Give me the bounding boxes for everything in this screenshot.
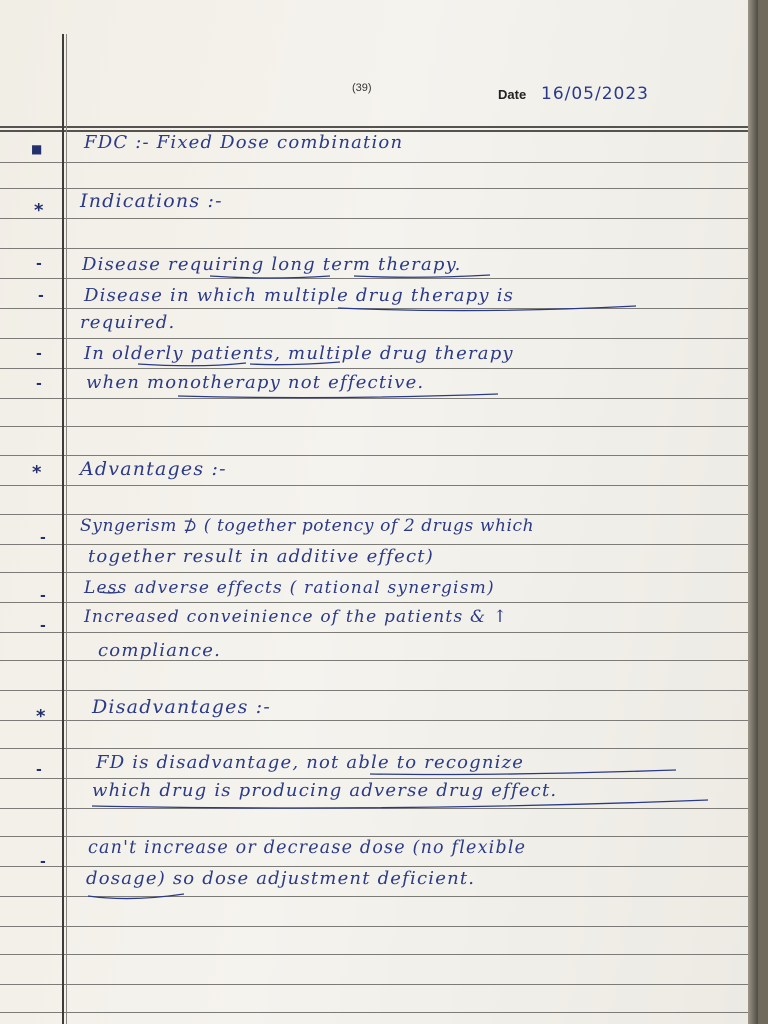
- ruled-line: [0, 926, 758, 927]
- indication-line: required.: [80, 312, 176, 333]
- disadvantages-heading: Disadvantages :-: [92, 696, 272, 718]
- dash-marker: -: [36, 346, 42, 362]
- indications-heading: Indications :-: [80, 190, 223, 212]
- ruled-line: [0, 836, 758, 837]
- advantage-line: Less adverse effects ( rational synergism): [84, 578, 495, 598]
- margin-line-secondary: [66, 34, 67, 1024]
- dash-marker: -: [40, 530, 46, 546]
- dash-marker: -: [36, 376, 42, 392]
- ruled-line: [0, 368, 758, 369]
- dash-marker: -: [36, 762, 42, 778]
- advantage-line: compliance.: [98, 640, 222, 661]
- dash-marker: -: [40, 618, 46, 634]
- ruled-line: [0, 398, 758, 399]
- ruled-line: [0, 188, 758, 189]
- dash-marker: -: [40, 588, 46, 604]
- ruled-line: [0, 954, 758, 955]
- advantages-heading: Advantages :-: [80, 458, 227, 480]
- ruled-line: [0, 632, 758, 633]
- advantage-line: Syngerism ⊅ ( together potency of 2 drugs which: [80, 516, 535, 536]
- ruled-line: [0, 690, 758, 691]
- ruled-line: [0, 455, 758, 456]
- ruled-line: [0, 1012, 758, 1013]
- star-marker: *: [32, 462, 42, 483]
- dash-marker: -: [36, 256, 42, 272]
- dash-marker: -: [38, 288, 44, 304]
- ruled-line: [0, 162, 758, 163]
- ruled-line: [0, 866, 758, 867]
- ruled-line: [0, 720, 758, 721]
- header-rule: [0, 126, 758, 128]
- date-label: Date: [498, 87, 527, 102]
- margin-line: [62, 34, 64, 1024]
- disadvantage-line: can't increase or decrease dose (no flexible: [88, 838, 527, 858]
- indication-line: when monotherapy not effective.: [86, 372, 425, 393]
- ruled-line: [0, 308, 758, 309]
- advantage-line: together result in additive effect): [88, 546, 434, 567]
- ruled-line: [0, 602, 758, 603]
- ruled-line: [0, 572, 758, 573]
- star-marker: *: [36, 706, 46, 727]
- dash-marker: -: [40, 854, 46, 870]
- advantage-line: Increased conveinience of the patients & ↑: [84, 607, 509, 627]
- ruled-line: [0, 278, 758, 279]
- ruled-line: [0, 896, 758, 897]
- ruled-line: [0, 248, 758, 249]
- ruled-line: [0, 544, 758, 545]
- ruled-line: [0, 338, 758, 339]
- indication-line: Disease requiring long term therapy.: [82, 254, 462, 275]
- page-number: (39): [352, 82, 372, 94]
- indication-line: Disease in which multiple drug therapy is: [84, 285, 515, 306]
- ruled-line: [0, 485, 758, 486]
- disadvantage-line: which drug is producing adverse drug effect.: [92, 780, 558, 801]
- ruled-line: [0, 514, 758, 515]
- ruled-line: [0, 778, 758, 779]
- ruled-line: [0, 426, 758, 427]
- disadvantage-line: FD is disadvantage, not able to recognize: [96, 752, 525, 773]
- star-marker: *: [34, 200, 44, 221]
- ruled-line: [0, 808, 758, 809]
- fdc-title: FDC :- Fixed Dose combination: [84, 132, 404, 153]
- date-value: 16/05/2023: [541, 84, 649, 104]
- bullet-square-marker: ■: [31, 142, 43, 156]
- disadvantage-line: dosage) so dose adjustment deficient.: [86, 868, 476, 889]
- ruled-line: [0, 218, 758, 219]
- ruled-line: [0, 748, 758, 749]
- page-edge-shadow: [748, 0, 758, 1024]
- ruled-line: [0, 984, 758, 985]
- indication-line: In olderly patients, multiple drug therapy: [84, 343, 514, 364]
